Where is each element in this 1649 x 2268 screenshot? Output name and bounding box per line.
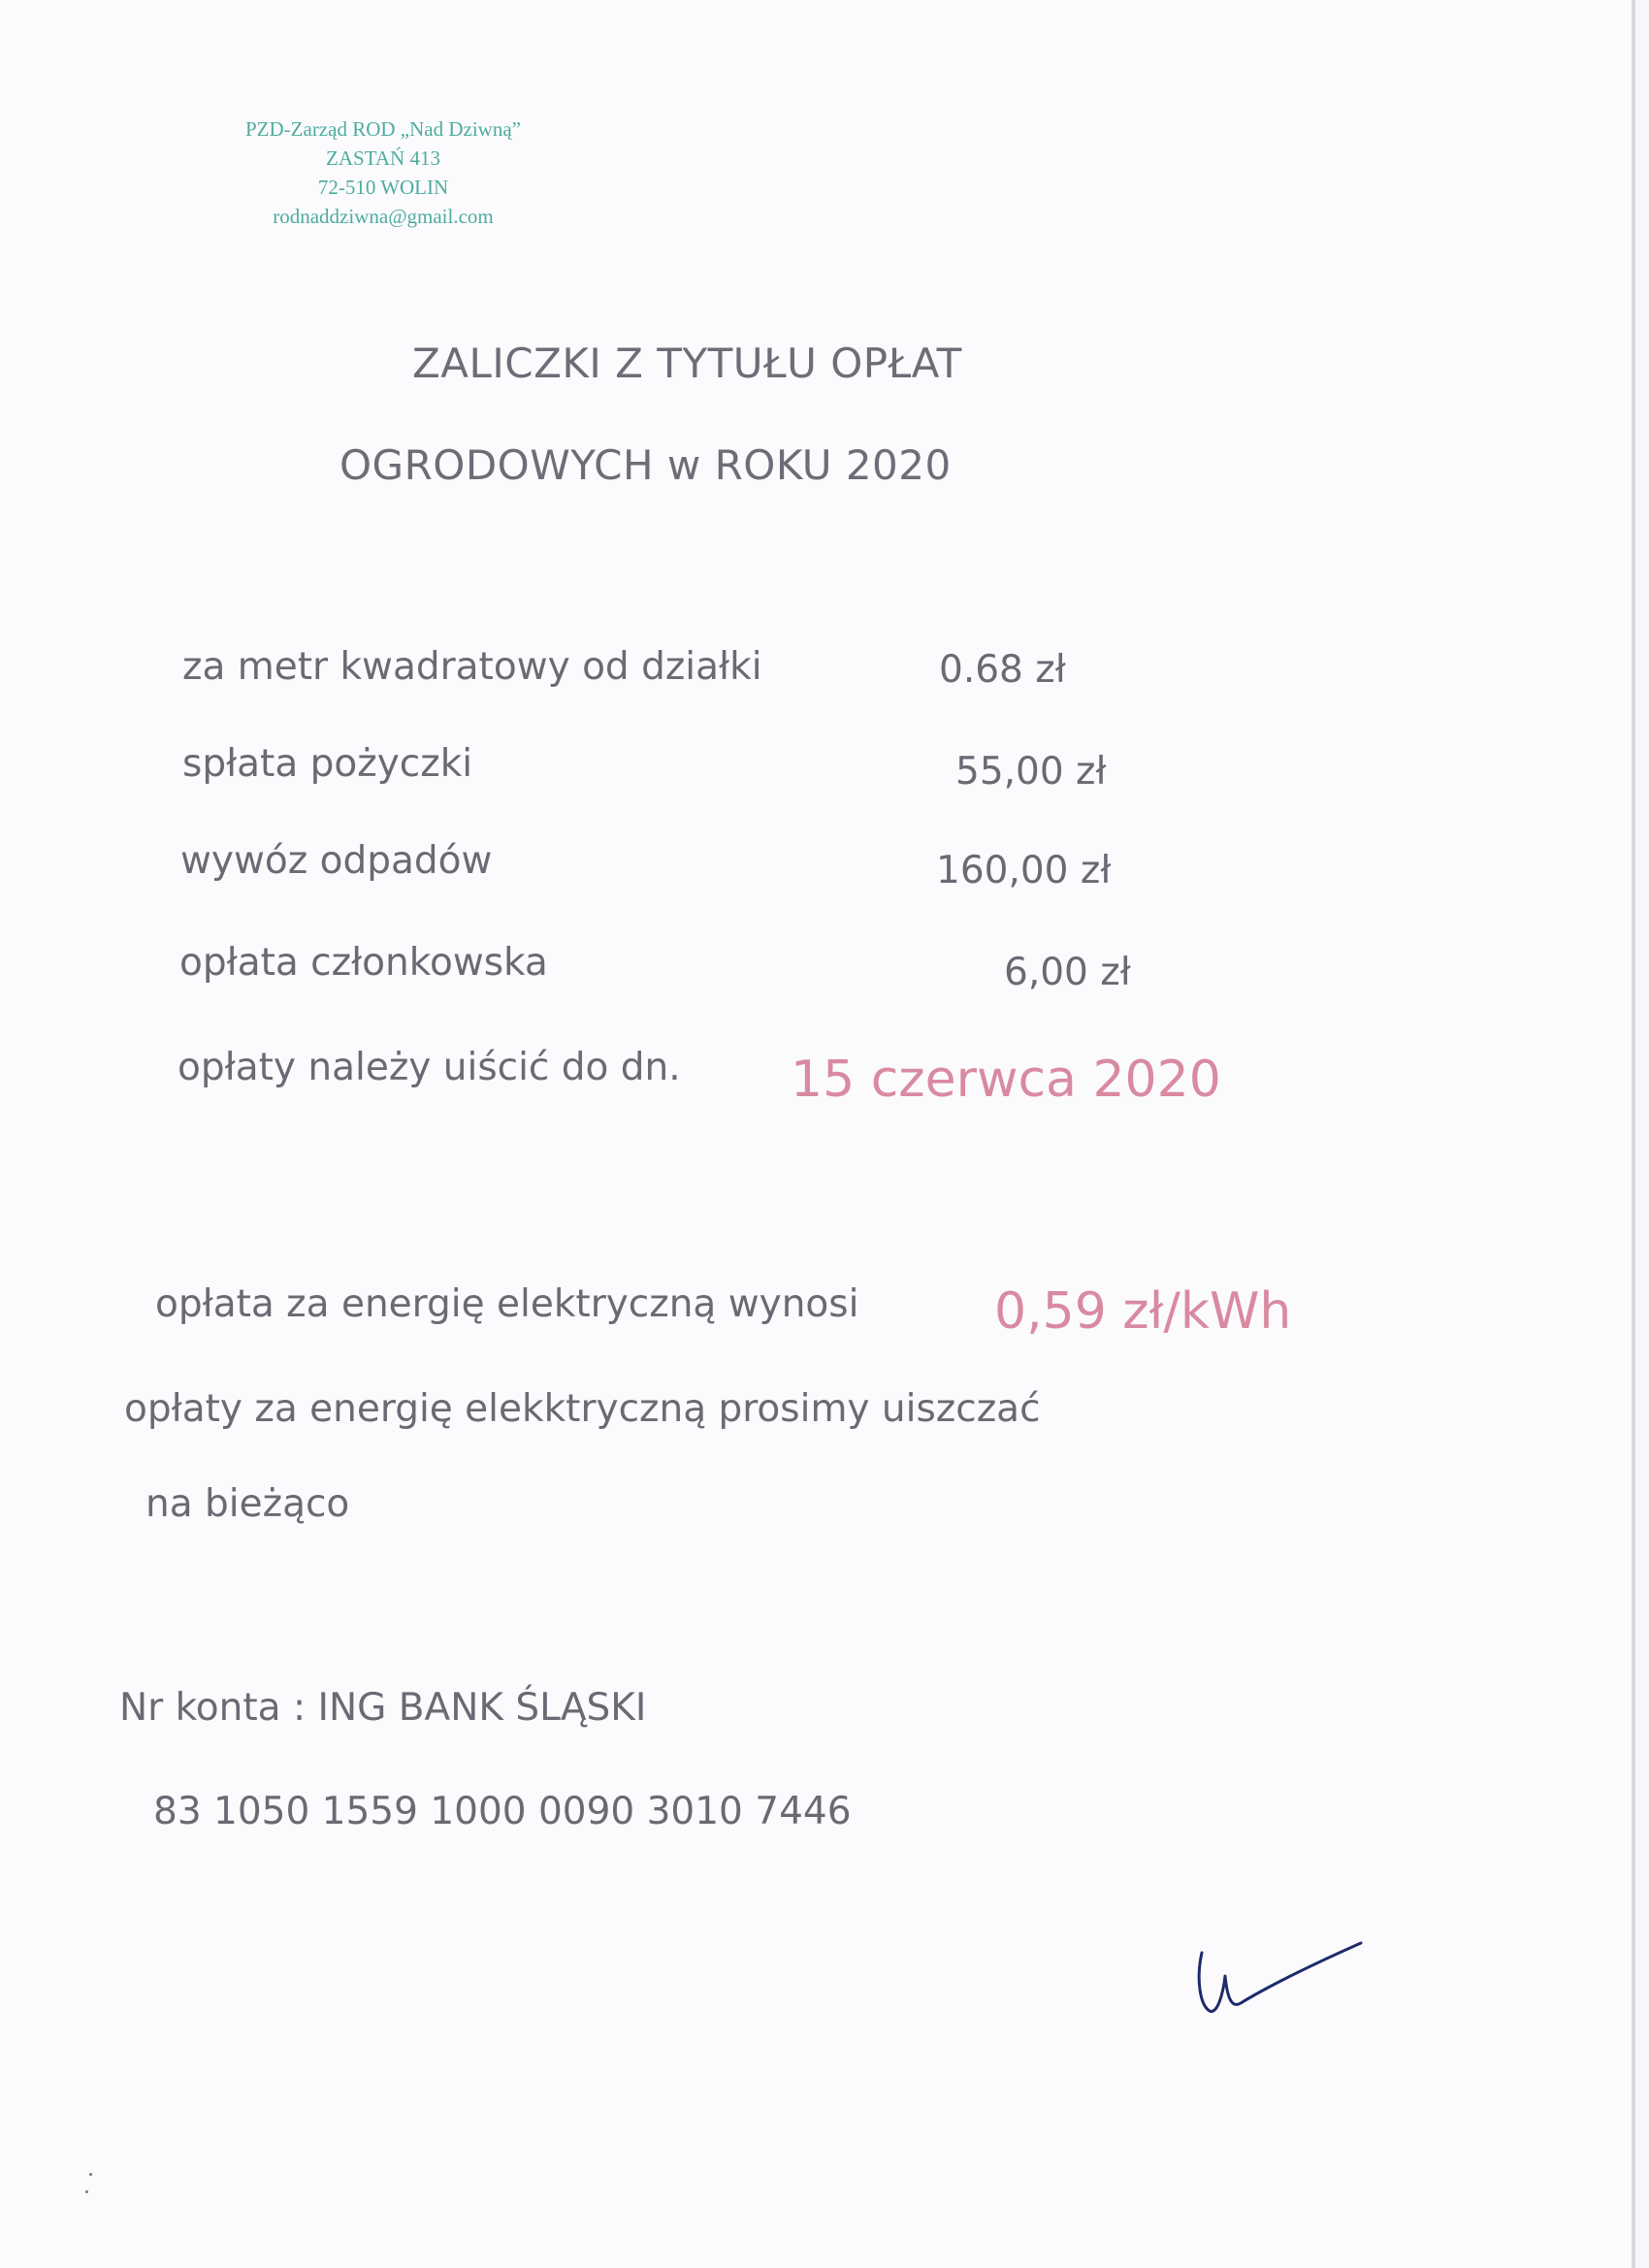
fee-label-membership: opłata członkowska: [179, 941, 548, 985]
fee-amount-waste: 160,00 zł: [936, 849, 1112, 892]
bank-account-number: 83 1050 1559 1000 0090 3010 7446: [153, 1790, 852, 1833]
scan-speck: [89, 2173, 92, 2176]
scan-speck: [85, 2190, 88, 2193]
fee-amount-membership: 6,00 zł: [1004, 951, 1131, 994]
fee-label-loan: spłata pożyczki: [182, 742, 473, 786]
bank-account-label: Nr konta : ING BANK ŚLĄSKI: [119, 1686, 647, 1730]
title-line-2: OGRODOWYCH w ROKU 2020: [340, 441, 952, 489]
deadline-label: opłaty należy uiścić do dn.: [178, 1046, 681, 1089]
deadline-date: 15 czerwca 2020: [791, 1051, 1221, 1109]
energy-rate-value: 0,59 zł/kWh: [994, 1282, 1292, 1341]
energy-rate-label: opłata za energię elektryczną wynosi: [155, 1282, 859, 1326]
energy-note-line-2: na bieżąco: [146, 1482, 350, 1526]
fee-amount-area: 0.68 zł: [939, 648, 1066, 692]
fee-label-area: za metr kwadratowy od działki: [182, 645, 762, 689]
stamp-org-name: PZD-Zarząd ROD „Nad Dziwną”: [245, 117, 521, 141]
title-line-1: ZALICZKI Z TYTUŁU OPŁAT: [412, 340, 962, 387]
organization-stamp: [175, 114, 592, 231]
fee-amount-loan: 55,00 zł: [955, 750, 1107, 794]
fee-label-waste: wywóz odpadów: [180, 839, 493, 883]
stamp-email: rodnaddziwna@gmail.com: [273, 205, 494, 228]
signature-mark: [1188, 1926, 1373, 2032]
stamp-street: ZASTAŃ 413: [326, 146, 440, 170]
stamp-postal-city: 72-510 WOLIN: [317, 176, 449, 199]
energy-note-line-1: opłaty za energię elekktryczną prosimy uiszczać: [124, 1387, 1041, 1431]
